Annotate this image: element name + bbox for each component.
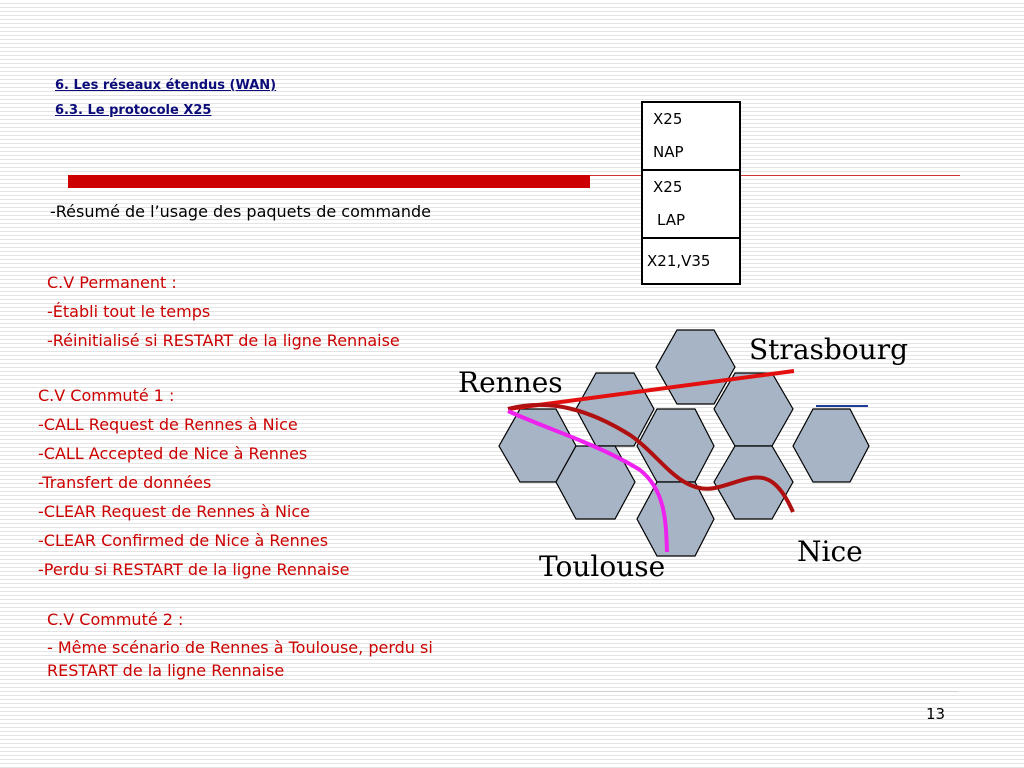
commute1-line: -Perdu si RESTART de la ligne Rennaise <box>38 560 350 579</box>
subsection-title[interactable]: 6.3. Le protocole X25 <box>55 103 212 118</box>
stack-lap-label: LAP <box>657 211 686 229</box>
permanent-line: -Établi tout le temps <box>47 302 211 321</box>
stack-nap-protocol: X25 <box>653 110 683 128</box>
stack-layer-physical: X21,V35 <box>647 252 711 270</box>
hex-cell <box>637 482 714 556</box>
section-title[interactable]: 6. Les réseaux étendus (WAN) <box>55 78 277 93</box>
permanent-title: C.V Permanent : <box>47 273 177 292</box>
summary-text: -Résumé de l’usage des paquets de commande <box>50 202 431 221</box>
commute2-title: C.V Commuté 2 : <box>47 610 184 629</box>
commute1-block <box>38 381 349 584</box>
commute1-line: -CALL Accepted de Nice à Rennes <box>38 444 308 463</box>
commute1-title: C.V Commuté 1 : <box>38 386 175 405</box>
stack-layer-nap <box>643 103 739 171</box>
footer-divider <box>40 691 958 692</box>
hex-cell <box>714 446 793 519</box>
city-label-nice: Nice <box>797 535 863 568</box>
stack-lap-protocol: X25 <box>653 178 683 196</box>
city-label-rennes: Rennes <box>458 366 563 399</box>
city-label-strasbourg: Strasbourg <box>749 333 909 366</box>
commute2-block <box>47 605 433 680</box>
commute2-line: RESTART de la ligne Rennaise <box>47 661 285 680</box>
commute1-line: -CALL Request de Rennes à Nice <box>38 415 298 434</box>
title-divider-bar <box>68 175 590 188</box>
city-label-toulouse: Toulouse <box>539 550 666 583</box>
stack-nap-label: NAP <box>653 143 684 161</box>
commute2-line: - Même scénario de Rennes à Toulouse, perdu si <box>47 638 433 657</box>
permanent-block <box>47 268 400 355</box>
protocol-stack <box>641 101 741 285</box>
page-number: 13 <box>926 705 946 723</box>
commute1-line: -CLEAR Request de Rennes à Nice <box>38 502 311 521</box>
commute1-line: -CLEAR Confirmed de Nice à Rennes <box>38 531 329 550</box>
hex-cell <box>793 409 869 482</box>
permanent-line: -Réinitialisé si RESTART de la ligne Rennaise <box>47 331 400 350</box>
stack-layer-lap <box>643 171 739 239</box>
commute1-line: -Transfert de données <box>38 473 212 492</box>
